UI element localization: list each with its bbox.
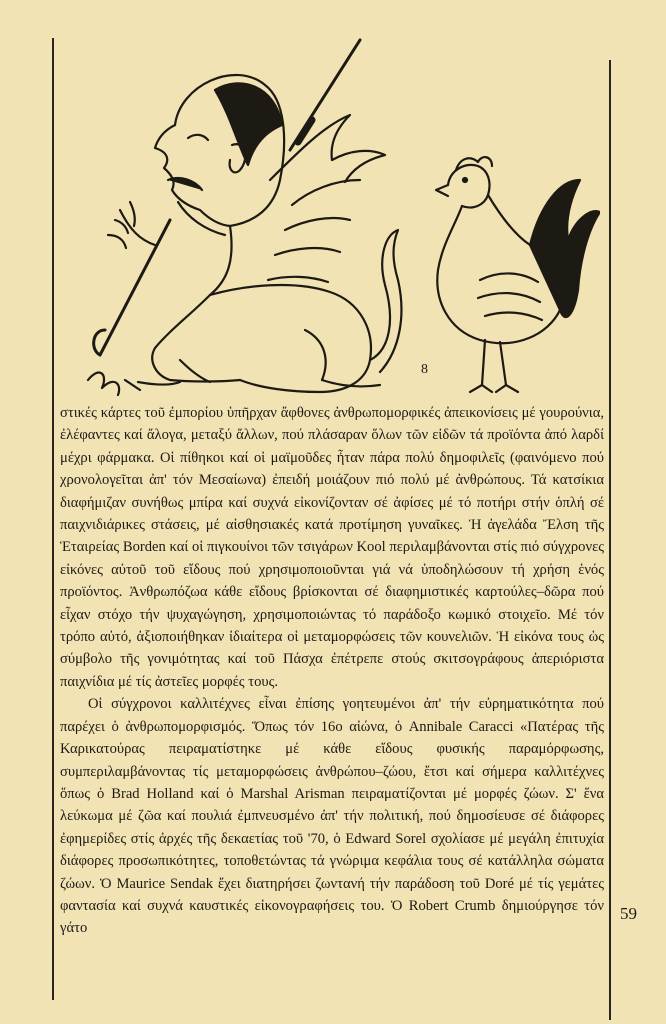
rooster-caricature <box>436 157 600 392</box>
body-paragraph-2: Οἱ σύγχρονοι καλλιτέχνες εἶναι ἐπίσης γοητευμένοι ἀπ' τήν εὐρηματικότητα πού παρέχει ὁ ἀνθρωπομορφισμός. Ὅπως τόν 16ο αἰώνα, ὁ Annibale Caracci «Πατέρας τῆς Καρικατούρας πειραματίστηκε μέ κάθε εἴδους φυσικής παραμόρφωσης, συμπεριλαμβάνοντας τίς μεταμορφώσεις ἀνθρώπου–ζώου, ἔτσι καί σήμερα καλλιτέχνες ὅπως ὁ Brad Holland καί ὁ Marshal Arisman πειραματίζονται μέ μορφές ζώων. Σ' ἕνα λεύκωμα μέ ζῶα καί πουλιά ἐμπνευσμένο ἀπ' τήν πολιτική, πού δημοσίευσε σέ διάφορες ἐφημερίδες στίς ἀρχές τῆς δεκαετίας τοῦ '70, ὁ Edward Sorel σχολίασε μέ μεγάλη ἐπιτυχία διάφορες προσωπικότητες, τοποθετώντας τά γνώριμα κεφάλια τους σέ κατάλληλα σώματα ζώων. Ὁ Maurice Sendak ἔχει διατηρήσει ζωντανή τήν παράδοση τοῦ Doré μέ τίς γεμάτες φαντασία καί συχνά καυστικές εἰκονογραφήσεις του. Ὁ Robert Crumb δημιούργησε τόν γάτο <box>60 696 604 937</box>
figure-number: 8 <box>421 362 428 377</box>
body-text <box>60 402 604 940</box>
body-paragraph-1: στικές κάρτες τοῦ ἐμπορίου ὑπῆρχαν ἄφθονες ἀνθρωπομορφικές ἀπεικονίσεις μέ γουρούνια, ἐλέφαντες καί ἄλογα, μεταξύ ἄλλων, πού πλάσαραν ὅλων τῶν εἰδῶν τά προϊόντα ἀπό λαρδί μέχρι φάρμακα. Οἱ πίθηκοι καί οἱ μαϊμοῦδες ἦταν πάρα πολύ δημοφιλεῖς (φαινόμενο πού χρονολογεῖται ἀπ' τόν Μεσαίωνα) ἐπειδή μοιάζουν πιό πολύ μέ ἀνθρώπους. Τά κατσίκια διαφήμιζαν συνήθως μπίρα καί συχνά εἰκονίζονταν σέ ἀφίσες μέ τό ποτήρι στήν ὁπλή σέ παιχνιδιάρικες στάσεις, μέ αἰσθησιακές κατά προτίμηση γυναῖκες. Ἡ ἀγελάδα Ἔλση τῆς Ἑταιρείας Borden καί οἱ πιγκουίνοι τῶν τσιγάρων Kool περιλαμβάνονται στίς πιό σύγχρονες εἰκόνες αὐτοῦ τοῦ εἴδους πού χρησιμοποιοῦνται γιά νά ὑποδηλώσουν τή χρήση ἑνός προϊόντος. Ἀνθρωπόζωα κάθε εἴδους βρίσκονται σέ διαφημιστικές καρτούλες–δῶρα πού εἶχαν στόχο τήν ψυχαγώγηση, χρησιμοποιώντας τό παράδοξο κωμικό στοιχεῖο. Μέ τόν τρόπο αὐτό, ἀξιοποιήθηκαν ἰδιαίτερα οἱ μεταμορφώσεις τῶν κουνελιῶν. Ἡ εἰκόνα τους ὡς σύμβολο τῆς γονιμότητας καί τοῦ Πάσχα ἐπέτρεπε στούς σκιτσογράφους ἀπεριόριστα παιχνίδια μέ τίς ἀστεῖες μορφές τους. <box>60 405 604 690</box>
caricature-illustration <box>60 30 600 410</box>
page-number: 59 <box>620 904 637 923</box>
right-margin-rule <box>609 60 611 1020</box>
left-margin-rule <box>52 38 54 1000</box>
sphinx-caricature <box>88 40 401 395</box>
